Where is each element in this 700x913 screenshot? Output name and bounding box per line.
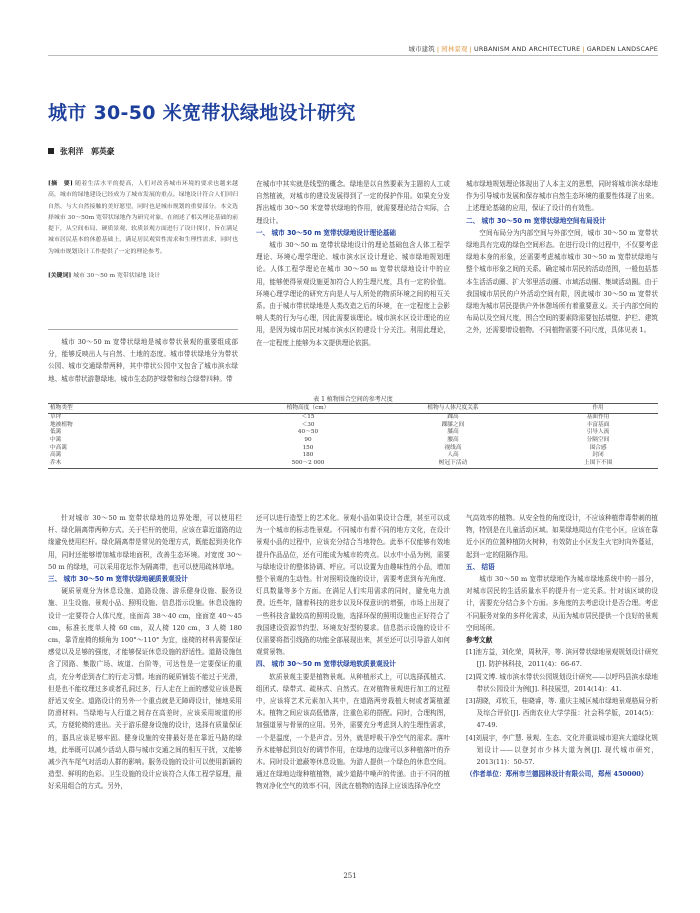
table-row [48, 429, 658, 437]
keywords [48, 270, 238, 282]
section-heading-3: 三、 城市 30～50 m 宽带状绿地硬质景观设计 [48, 575, 188, 584]
table-cell: 低篱 [50, 429, 62, 436]
abstract-text: 随着生活水平的提高，人们对改善城市环境的要求也越来越高，城市的绿地建设已经成为了城市发展的重点。绿地设计符合人们回归自然、与大自然接触的美好愿望，同时也是城市规划的重要部分。本文选择城市 30～50m 宽带状绿地作为研究对象，在阐述了相关理论基础的前提下，从空间布局、硬质景观、软质景观方面进行了设计探讨，旨在满足城市居民基本的休憩基础上，满足居民观赏性需求和生理性需求，同时也为城市规划设计工作提供了一定的理论参考。 [48, 181, 238, 255]
section-heading-4: 四、 城市 30～50 m 宽带状绿地软质景观设计 [256, 660, 396, 669]
table-row [48, 445, 658, 453]
table-cell: 踝膝之间 [441, 421, 465, 428]
table-header-cell: 植物与人体尺度关系 [368, 404, 538, 414]
table-cell: 腰高 [447, 436, 459, 443]
table-row [48, 452, 658, 460]
header-section-en2: GARDEN LANDSCAPE [586, 45, 658, 53]
table-cell: 中高篱 [50, 444, 68, 451]
header-section-cn2: 园林景观 [441, 45, 468, 53]
keywords-label: [关键词] [48, 272, 72, 280]
table-row [48, 422, 658, 430]
paragraph: 空间布局分为内部空间与外部空间，城市 30～50 m 宽带状绿地具有完成的绿色空间形态。在进行设计的过程中，不仅要考虑绿地本身的形象，还需要考虑城市城市 30～50 m 宽带状绿地与整个城市形象之间的关系。确定城市居民的活动范围，一般包括基本生活活动圈、扩大邻里活动圈、市域活动圈、集域活动圈。由于我国城市居民的户外活动空间有限，因此城市 30～50 m 宽带状绿地为城市居民提供户外休憩场所有着重要意义。关于内部空间的布局以及空间尺度，围合空间的要素除需要包括墙壁、护栏、建筑之外，还需要增设植物。不同植物需要不同尺度，具体见表 1。 [466, 228, 658, 335]
author-marker [48, 148, 54, 154]
table-header-cell: 植物类型 [48, 404, 248, 414]
header-section-en1: URBANISM AND ARCHITECTURE [473, 45, 581, 53]
reference-item: [4]刘晨宇，李广慧. 景观、生态、文化并重谈城市迎宾大道绿化规划设计——以登封市少林大道为例[J]. 现代城市研究，2013(11)：50-57. [466, 733, 658, 767]
table-cell: 基面作用 [586, 413, 610, 420]
table-header-cell: 植物高度（cm） [248, 404, 368, 414]
author-affiliation: （作者单位：郑州市兰德园林设计有限公司，郑州 450000） [466, 770, 648, 779]
table-header-cell: 作用 [538, 404, 658, 414]
intro-column [48, 336, 238, 385]
paragraph: 软质景观主要是植物景观。从种植形式上，可以选择孤植式、组团式、绿带式、疏林式、自然式。在对植物景观进行加工的过程中，应该将艺术元素加入其中，在道路两旁栽植大树或者篱植灌木。植物之间应该高低错落，注重色彩的搭配。同时，合理构图，加强道景与骨景的应用。另外，需要充分考虑到人的生理性需求，一个是温度，一个是声音。另外，就是呼吸干净空气的需求。落叶乔木能够起到良好的调节作用，在绿地的边缘可以多种植落叶的乔木。同时设计遮蔽等休息设施。为游人提供一个绿色的休息空间。通过在绿地边缘种植植物，减少道路中噪声的传递。由于不同的植物对净化空气的效率不同，因此在植物的选择上应该选择净化空 [256, 672, 450, 791]
header-divider: | [469, 45, 472, 53]
table-row [48, 413, 658, 421]
article-title: 城市 30-50 米宽带状绿地设计研究 [48, 102, 356, 124]
table-caption: 表 1 植物围合空间的参考尺度 [313, 396, 393, 403]
left-column-bottom [48, 512, 242, 793]
middle-column-top [256, 178, 450, 349]
references-title: 参考文献 [466, 636, 493, 645]
paragraph: 城市绿地规划理论体现出了人本主义的思想，同时将城市滨水绿地作为引导城市发展和保存城市自然生态环境的重要性体现了出来。上述理论基础的应用，保证了设计的有效性。 [466, 180, 658, 213]
reference-item: [3]胡晓，邓钦玉，桂晓睿，等. 重庆主城区城市绿地景观格局分析及综合评价[J]. 西南农业大学学报：社会科学版，2014(5)：47-49. [466, 697, 658, 730]
table-cell: ＜30 [301, 421, 315, 428]
abstract-body [48, 178, 238, 258]
paragraph: 针对城市 30～50 m 宽带状绿地的边界处理，可以使用栏杆、绿化隔离带两种方式。关于栏杆的使用，应该在靠近道路的边缘避免使用栏杆。绿化隔离带是常见的处理方式，既能起到美化作用，同时还能够增加城市绿地面积，改善生态环境。对宽度 30～50 m 的绿地，可以采用花坛作为隔离带，也可以使用疏林草地。 [48, 514, 242, 571]
page-number: 251 [343, 872, 357, 880]
abstract-rule [48, 329, 238, 330]
article-authors [48, 146, 115, 157]
table-cell: 视线高 [444, 444, 462, 451]
table-cell: 分隔空间 [586, 436, 610, 443]
paragraph: 气高效率的植物。从安全性的角度设计，不应该种植带毒带刺的植物，特别是在儿童活动区域。如果绿地周边有住宅小区，应该在靠近小区的位置种植防火树种，有效防止小区发生火宅时向外蔓延，起到一定的阻隔作用。 [466, 514, 658, 559]
paragraph: 城市 30～50 m 宽带状绿地是城市带状景观的重要组成部分，能够反映出人与自然、土地的态度。城市带状绿地分为带状公园、城市交通绿带两种，其中带状公园中又包含了城市滨水绿地、城市带状游憩绿地、城市生态防护绿带和综合绿带四种。带 [48, 338, 238, 383]
table-cell: 500～2 000 [248, 460, 368, 468]
header-section-cn1: 城市建筑 [408, 45, 435, 53]
section-heading-1: 一、 城市 30～50 m 宽带状绿地设计理论基础 [256, 228, 396, 237]
header-divider: | [582, 45, 585, 53]
table-cell: 封闭 [592, 452, 604, 459]
abstract-label: [摘 要] [48, 180, 73, 187]
section-heading-5: 五、 结语 [466, 562, 495, 571]
paragraph: 硬质景观分为休息设施、道路设施、游乐健身设施、服务设施、卫生设施、景观小品、照明设施、信息指示设施。休息设施的设计一定要符合人体尺度，座面高 38～40 cm，座面宽 40～45 cm，标准长度单人椅 60 cm，双人椅 120 cm，3 人椅 180 cm，靠背座椅的倾角为 100°～110° 为宜，座椅的材料需要保证感觉以及足够的强度，才能够保证休息设施的舒适性。道路设施包含了园路、集散广场、坡道、台阶等，可达性是一定要保证的重点，充分考虑到杏仁的行走习惯。地面的硬质铺装不能过于光滑，但是也不能纹理过多或者孔洞过多，行人走在上面的感觉应该是既舒适又安全。道路设计的另外一个重点就是无障碍设计，铺地采用防滑材料。当绿地与人行道之间存在高差时，应该采用坡道的形式，方便轮椅的进出。关于游乐健身设施的设计，选择有质量保证的，器具应该足够牢固。健身设施的安排最好是在靠近马路的绿地，此举既可以减少活动人群与城市交通之间的相互干扰，又能够减少汽车尾气对活动人群的影响。服务设施的设计可以使用新颖的造型、鲜明的色彩。卫生设施的设计应该符合人体工程学原理，最好采用组合的方式。另外， [48, 587, 242, 791]
table-cell: 围合感 [589, 444, 607, 451]
table-cell: 上围下不围 [538, 460, 658, 468]
table-cell: 草坪 [50, 413, 62, 420]
author-names: 张利洋 郭英豪 [60, 147, 115, 156]
table-cell: 树冠下活动 [368, 460, 538, 468]
paragraph: 城市 30～50 m 宽带状绿地作为城市绿地系统中的一部分，对城市居民的生活质量水平的提升有一定关系。针对该区域的设计，需要充分结合多个方面。多角度的去考虑设计是否合理。考虑不同服务对象的多样化需求，从而为城市居民提供一个良好的景观空间场所。 [466, 575, 658, 632]
header-divider: | [436, 45, 440, 53]
table-cell: 高篱 [50, 452, 62, 459]
table-cell: 150 [302, 444, 314, 451]
table-cell: 乔木 [48, 460, 248, 468]
table-cell: 40～50 [297, 429, 319, 436]
section-heading-2: 二、 城市 30～50 m 宽带状绿地空间布局设计 [466, 216, 606, 225]
table-cell: ＜15 [301, 413, 315, 420]
keywords-text: 城市 30～50 m 宽带状绿地 设计 [73, 273, 161, 280]
abstract [48, 178, 238, 282]
table-header-row [48, 404, 658, 414]
reference-item: [2]周文博. 城市滨水带状公园规划设计研究——以呼玛县滨水绿地带状公园设计为例[J]. 科技展望，2014(14)：41. [466, 672, 658, 693]
right-column-top [466, 178, 658, 337]
paragraph: 在城市中其实就是线型的概念。绿地是以自然要素为主题的人工或自然植被，对城市的建设发展得到了一定的保护作用。如果充分发挥出城市 30～50 米宽带状绿地的作用，就需要理论结合实际，合理设计。 [256, 180, 450, 225]
running-header [378, 44, 658, 53]
middle-column-bottom [256, 512, 450, 793]
right-column-bottom [466, 512, 658, 780]
table-row [48, 460, 658, 468]
reference-item: [1]池方益，刘化荣，周秋萍，等. 滨河带状绿地景观规划设计研究[J]. 防护林科技，2011(4)：66-67. [466, 648, 658, 669]
table-cell: 人高 [447, 452, 459, 459]
paragraph: 还可以进行造型上的艺术化。景观小品如果设计合理，甚至可以成为一个城市的标志性景观。不同城市有着不同的地方文化，在设计景观小品的过程中，应该充分结合当地特色。此举不仅能够有效地提升作品品位，还有可能成为城市的亮点。以水中小品为例，需要与绿地设计的整体协调、呼应。可以设置为由趣味性的小品，增加整个景观的生动性。针对照明设施的设计，需要考虑到布光角度、灯具数量等多个方面。在满足人们实用需求的同时，避免电力浪费。近些年，随着科技的进步以及环保意识的增强，市场上出现了一些科技含量较高的照明设施，选择环保的照明设施也正好符合了我国建设资源节约型、环境友好型的要求。信息指示设施的设计不仅需要将指引线路的功能全部展现出来，甚至还可以引导游人如何观赏景物。 [256, 514, 450, 657]
paragraph: 城市 30～50 m 宽带状绿地设计的理论基础包含人体工程学理论、环境心理学理论、城市滨水区设计理论、城市绿地规划理论。人体工程学理论在城市 30～50 m 宽带状绿地设计中的应用，能够使得景观设施更加符合人的生理尺度，具有一定的价值。环境心理学理论的研究方向是人与人所处的物质环境之间的相互关系。由于城市带状绿地是人类改造之后的环境，在一定程度上会影响人类的行为与心理，因此需要该理论。城市滨水区设计理论的应用，是因为城市居民对城市滨水区的建设十分关注。利用此理论，在一定程度上能够为本文提供理论依据。 [256, 241, 450, 347]
table-cell: 180 [302, 452, 314, 459]
table-cell: 丰富基面 [586, 421, 610, 428]
table-cell: 中篱 [50, 436, 62, 443]
table-row [48, 437, 658, 445]
table-cell: 引导人流 [586, 429, 610, 436]
table-cell: 膝高 [447, 429, 459, 436]
table-cell: 踝高 [447, 413, 459, 420]
header-rule [48, 55, 658, 56]
plant-space-table [48, 403, 658, 469]
table-cell: 地被植物 [50, 421, 73, 428]
table-cell: 90 [304, 436, 312, 443]
